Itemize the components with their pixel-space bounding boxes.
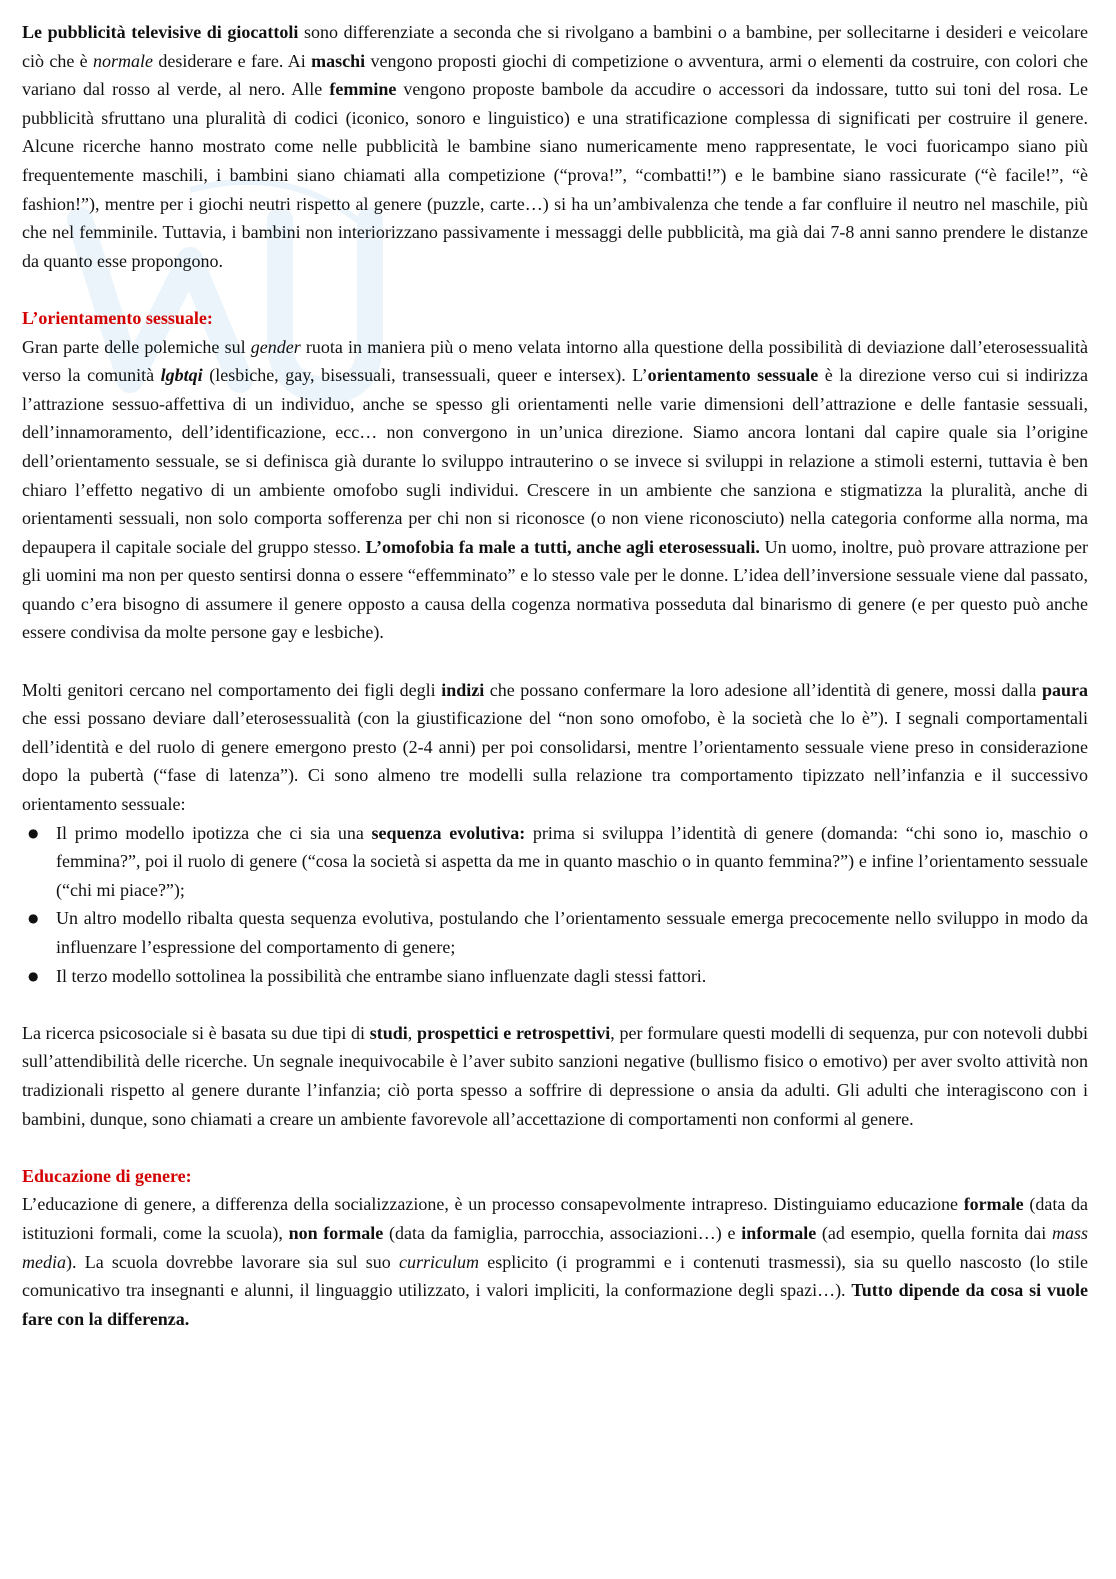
text-run: vengono proposte bambole da accudire o accessori da indossare, tutto sui toni del rosa. Le pubblicità sfruttano una pluralità di codici (iconico, sonoro e linguistico) e una stratificazione complessa di significati per costruire il genere. Alcune ricerche hanno mostrato come nelle pubblicità le bambine siano numericamente meno rappresentate, le voci fuoricampo siano più frequentemente maschili, i bambini siano chiamati alla competizione (“prova!”, “combatti!”) e le bambine siano rassicurate (“è facile!”, “è fashion!”), mentre per i giochi neutri rispetto al genere (puzzle, carte…) si ha un’ambivalenza che tende a far confluire il neutro nel maschile, più che nel femminile. Tuttavia, i bambini non interiorizzano passivamente i messaggi delle pubblicità, ma già dai 7-8 anni sanno prendere le distanze da quanto esse propongono. — [22, 79, 1088, 271]
bold-text: paura — [1041, 679, 1088, 700]
bold-text: L’omofobia fa male a tutti, anche agli eterosessuali. — [365, 536, 760, 557]
bold-text: formale — [963, 1194, 1024, 1215]
paragraph-gap — [22, 275, 1088, 304]
bold-text: Tutto dipende da cosa si vuole fare con la differenza. — [22, 1280, 1089, 1329]
text-run: La ricerca psicosociale si è basata su due tipi di — [22, 1022, 370, 1043]
text-run: desiderare e fare. Ai — [152, 50, 312, 71]
bullet-icon: ● — [28, 911, 39, 926]
text-run: Gran parte delle polemiche sul — [22, 336, 251, 357]
text-run: Il primo modello ipotizza che ci sia una — [56, 822, 372, 843]
text-run: Il terzo modello sottolinea la possibilità che entrambe siano influenzate dagli stessi fattori. — [56, 965, 707, 986]
list-item-text — [56, 966, 706, 986]
list-item — [22, 904, 1088, 961]
paragraph-toy-advertising — [22, 18, 1088, 275]
bold-text: prospettici e retrospettivi — [416, 1022, 611, 1043]
paragraph-gap — [22, 1133, 1088, 1162]
text-run: ruota in maniera più o meno velata intorno alla questione della possibilità di deviazione dall’eterosessualità verso la comunità — [22, 336, 1088, 386]
text-run: prima si sviluppa l’identità di genere (domanda: “chi sono io, maschio o femmina?”, poi il ruolo di genere (“cosa la società si aspetta da me in quanto maschio o in quanto femmina?”) e infine l’orientamento sessuale (“chi mi piace?”); — [56, 822, 1088, 900]
italic-text: normale — [92, 50, 153, 71]
bullet-icon: ● — [28, 825, 39, 840]
text-run: è la direzione verso cui si indirizza l’attrazione sessuo-affettiva di un individuo, anche se spesso gli orientamenti nelle varie dimensioni dell’attrazione e delle fantasie sessuali, dell’innamoramento, dell’identificazione, ecc… non convergono in un’unica direzione. Siamo ancora lontani dal capire quale sia l’origine dell’orientamento sessuale, se si definisca già durante lo sviluppo intrauterino o se invece si sviluppi in relazione a stimoli esterni, tuttavia è ben chiaro l’effetto negativo di un ambiente omofobo sugli individui. Crescere in un ambiente che sanziona e stigmatizza la pluralità, anche di orientamenti sessuali, non solo comporta sofferenza per chi non si riconosce (o non viene riconosciuto) nella categoria conforme alla norma, ma depaupera il capitale sociale del gruppo stesso. — [22, 365, 1088, 557]
italic-text: gender — [250, 336, 301, 357]
list-item-text — [56, 908, 1088, 957]
text-run: (ad esempio, quella fornita dai — [816, 1222, 1052, 1243]
italic-text: mass media — [22, 1222, 1088, 1272]
heading-gender-education: Educazione di genere: — [22, 1165, 192, 1186]
paragraph-parents-clues — [22, 676, 1088, 819]
paragraph-gap — [22, 647, 1088, 676]
list-item — [22, 819, 1088, 905]
bold-text: non formale — [288, 1222, 384, 1243]
document-page — [22, 18, 1088, 1333]
text-run: sono differenziate a seconda che si rivolgano a bambini o a bambine, per sollecitarne i desideri e veicolare ciò che è — [22, 22, 1088, 71]
bold-text: studi — [369, 1022, 408, 1043]
text-run: L’educazione di genere, a differenza della socializzazione, è un processo consapevolmente intrapreso. Distinguiamo educazione — [22, 1194, 964, 1215]
text-run: (data da istituzioni formali, come la scuola), — [22, 1194, 1088, 1243]
paragraph-psychosocial-research — [22, 1019, 1088, 1133]
text-run: Un uomo, inoltre, può provare attrazione per gli uomini ma non per questo sentirsi donna o essere “effemminato” e lo stesso vale per le donne. L’idea dell’inversione sessuale viene dal passato, quando c’era bisogno di assumere il genere opposto a causa della cogenza normativa posseduta dal binarismo di genere (e per questo può anche essere condivisa da molte persone gay e lesbiche). — [22, 536, 1088, 643]
text-run: Molti genitori cercano nel comportamento dei figli degli — [22, 679, 442, 700]
text-run: che possano confermare la loro adesione all’identità di genere, mossi dalla — [484, 679, 1042, 700]
text-run: ). La scuola dovrebbe lavorare sia sul suo — [66, 1251, 399, 1272]
bold-text: maschi — [311, 50, 366, 71]
paragraph-gap — [22, 990, 1088, 1019]
heading-sexual-orientation: L’orientamento sessuale: — [22, 307, 213, 328]
bold-text: orientamento sessuale — [647, 365, 819, 386]
text-run: , per formulare questi modelli di sequenza, pur con notevoli dubbi sull’attendibilità delle ricerche. Un segnale inequivocabile è l’aver subito sanzioni negative (bullismo fisico o emotivo) per aver svolto attività non tradizionali rispetto al genere durante l’infanzia; ciò porta spesso a soffrire di depressione o ansia da adulti. Gli adulti che interagiscono con i bambini, dunque, sono chiamati a creare un ambiente favorevole all’accettazione di comportamenti non conformi al genere. — [22, 1022, 1088, 1129]
text-run: Un altro modello ribalta questa sequenza evolutiva, postulando che l’orientamento sessuale emerga precocemente nello sviluppo in modo da influenzare l’espressione del comportamento di genere; — [56, 908, 1088, 957]
text-run: (data da famiglia, parrocchia, associazioni…) e — [383, 1222, 742, 1243]
list-item-text — [56, 823, 1088, 900]
text-run: che essi possano deviare dall’eterosessualità (con la giustificazione del “non sono omofobo, è la società che lo è”). I segnali comportamentali dell’identità e del ruolo di genere emergono presto (2-4 anni) per poi consolidarsi, mentre l’orientamento sessuale viene preso in considerazione dopo la pubertà (“fase di latenza”). Ci sono almeno tre modelli sulla relazione tra comportamento tipizzato nell’infanzia e il successivo orientamento sessuale: — [22, 708, 1088, 815]
text-run: esplicito (i programmi e i contenuti trasmessi), sia su quello nascosto (lo stile comunicativo tra insegnanti e alunni, il linguaggio utilizzato, i valori impliciti, la conformazione degli spazi…). — [22, 1251, 1088, 1301]
models-list — [22, 819, 1088, 991]
paragraph-sexual-orientation — [22, 333, 1088, 648]
bold-text: sequenza evolutiva: — [371, 822, 526, 843]
bold-text: Le pubblicità televisive di giocattoli — [22, 22, 299, 42]
bold-text: femmine — [329, 79, 397, 100]
text-run: , — [407, 1022, 417, 1043]
text-run: (lesbiche, gay, bisessuali, transessuali, queer e intersex). L’ — [202, 365, 648, 386]
text-run: vengono proposti giochi di competizione o avventura, armi o elementi da costruire, con colori che variano dal rosso al verde, al nero. Alle — [22, 50, 1088, 100]
bold-text: indizi — [441, 679, 485, 700]
paragraph-gender-education — [22, 1190, 1088, 1333]
bold-text: lgbtqi — [160, 365, 203, 386]
list-item — [22, 962, 1088, 991]
italic-text: curriculum — [399, 1251, 479, 1272]
bullet-icon: ● — [28, 968, 39, 983]
bold-text: informale — [741, 1222, 817, 1243]
